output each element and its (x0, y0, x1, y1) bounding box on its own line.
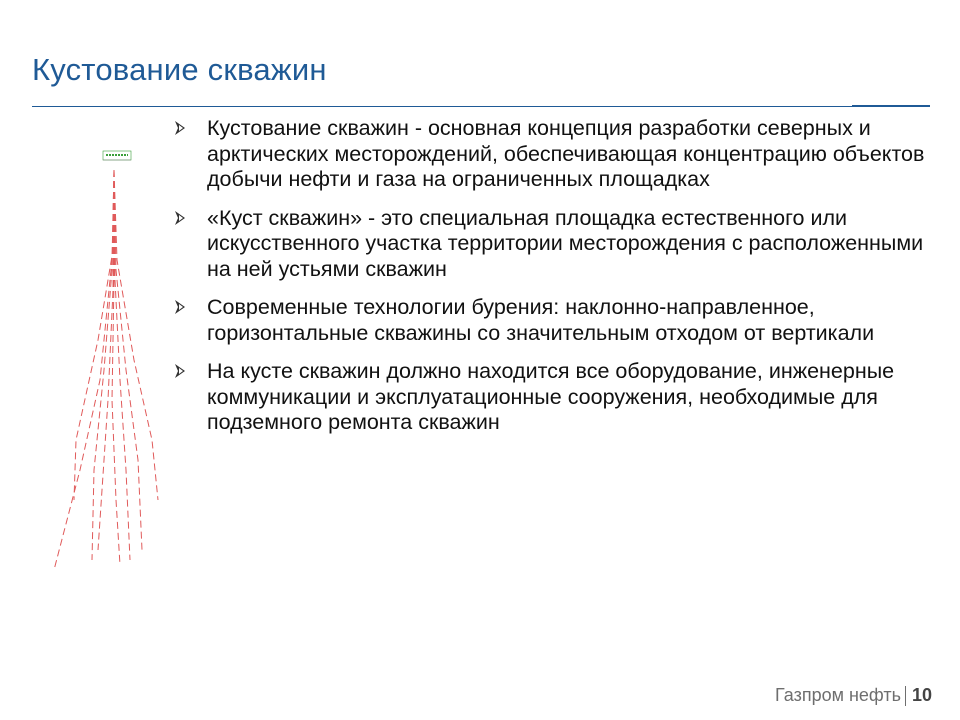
slide-title: Кустование скважин (32, 52, 327, 87)
chevron-right-icon (172, 299, 188, 315)
chevron-right-icon (172, 210, 188, 226)
well-trajectories (54, 170, 158, 570)
page-number: 10 (911, 685, 932, 705)
slide-footer (775, 685, 932, 706)
well-label-icon (103, 151, 131, 160)
bullet-item (172, 206, 942, 283)
bullet-text: «Куст скважин» - это специальная площадка естественного или искусственного участка территории месторождения с расположенными на ней устьями скважин (207, 205, 924, 281)
bullet-text: На кусте скважин должно находится все оборудование, инженерные коммуникации и эксплуатационные сооружения, необходимые для подземного ремонта скважин (207, 359, 895, 434)
chevron-right-icon (172, 363, 188, 379)
bullet-list (172, 116, 942, 449)
bullet-item (172, 295, 942, 346)
well-cluster-diagram (40, 140, 170, 580)
title-divider (32, 106, 930, 107)
bullet-item (172, 359, 942, 436)
chevron-right-icon (172, 120, 188, 136)
footer-separator (905, 686, 906, 706)
footer-company: Газпром нефть (775, 685, 901, 705)
bullet-text: Кустование скважин - основная концепция разработки северных и арктических месторождений, обеспечивающая концентрацию объектов добычи нефти и газа на ограниченных площадках (207, 116, 925, 191)
title-divider-accent (852, 105, 930, 107)
bullet-text: Современные технологии бурения: наклонно-направленное, горизонтальные скважины со значительным отходом от вертикали (207, 295, 875, 345)
bullet-item (172, 116, 942, 193)
